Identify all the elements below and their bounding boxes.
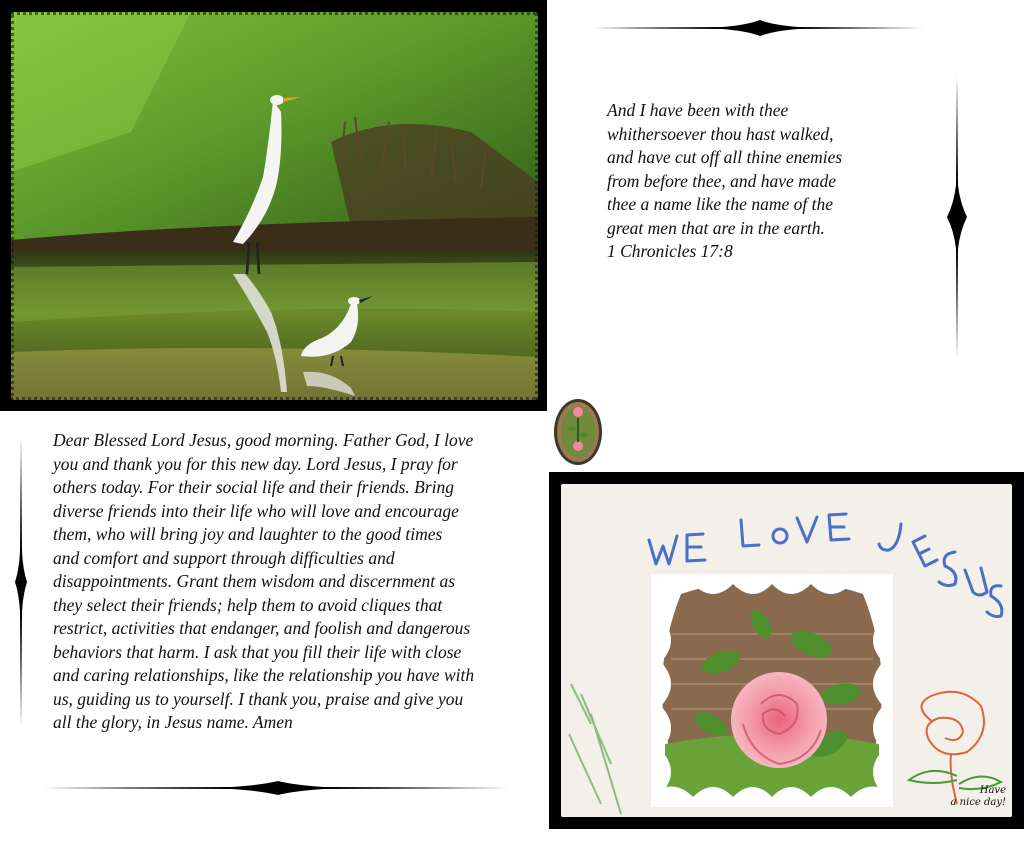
scripture-line: And I have been with thee: [607, 100, 789, 120]
left-vertical-divider: [14, 436, 28, 728]
prayer-line: and comfort and support through difficulties and: [53, 547, 395, 568]
scripture-line: and have cut off all thine enemies: [607, 147, 843, 167]
rose-card: [561, 484, 1012, 817]
prayer-line: others today. For their social life and their friends. Bring: [53, 477, 455, 497]
prayer-line: restrict, activities that endanger, and foolish and dangerous: [53, 618, 471, 638]
prayer-line: they select their friends; help them to avoid cliques that: [53, 594, 443, 615]
rose-card-frame: [549, 472, 1024, 829]
prayer-line: disappointments. Grant them wisdom and discernment as: [53, 571, 456, 591]
prayer-line: Dear Blessed Lord Jesus, good morning. Father God, I love: [53, 430, 474, 450]
prayer-line: us, guiding us to yourself. I thank you, praise and give you: [53, 688, 464, 709]
prayer-line: behaviors that harm. I ask that you fill their life with close: [53, 641, 462, 662]
rose-oval-emblem: [553, 398, 603, 466]
card-greeting-line1: Have: [979, 785, 1006, 796]
card-greeting: [936, 785, 1006, 809]
card-greeting-line2: a nice day!: [950, 797, 1006, 808]
bottom-left-divider: [42, 780, 510, 796]
scripture-reference: 1 Chronicles 17:8: [607, 241, 733, 261]
right-vertical-divider: [946, 75, 968, 359]
prayer-line: you and thank you for this new day. Lord Jesus, I pray for: [53, 453, 458, 474]
rose-photo: [651, 574, 893, 807]
prayer-line: diverse friends into their life who will love and encourage: [53, 500, 459, 521]
rose-bloom: [731, 672, 827, 768]
scripture-text: [607, 99, 907, 264]
egret-photo: [11, 12, 538, 400]
prayer-line: all the glory, in Jesus name. Amen: [53, 712, 293, 732]
scripture-line: thee a name like the name of the: [607, 194, 833, 214]
scripture-line: from before thee, and have made: [607, 170, 837, 191]
prayer-line: them, who will bring joy and laughter to the good times: [53, 524, 443, 544]
scripture-line: great men that are in the earth.: [607, 217, 825, 238]
prayer-text: [53, 429, 533, 735]
egret-photo-frame: [0, 0, 547, 411]
prayer-line: and caring relationships, like the relationship you have with: [53, 665, 475, 685]
top-right-divider: [592, 19, 925, 37]
scripture-line: whithersoever thou hast walked,: [607, 123, 834, 144]
